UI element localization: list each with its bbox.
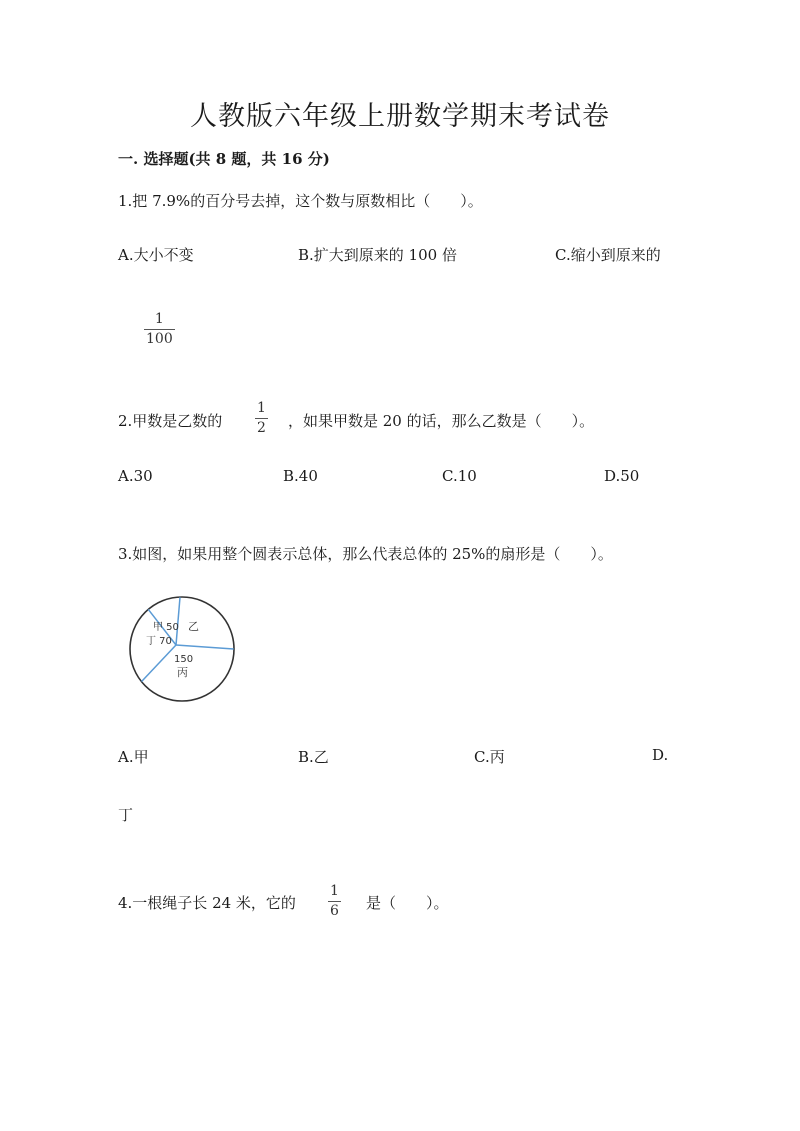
pie-diagram bbox=[124, 596, 240, 702]
sector-value-bing: 150 bbox=[174, 654, 194, 665]
q3-option-a: A.甲 bbox=[118, 748, 149, 766]
q2-option-c: C.10 bbox=[442, 467, 477, 485]
q4-fraction bbox=[328, 884, 341, 918]
q3-option-b: B.乙 bbox=[298, 748, 329, 766]
q1-option-b: B.扩大到原来的 100 倍 bbox=[298, 246, 457, 264]
q3-option-d-wrapped: 丁 bbox=[118, 806, 134, 824]
question-2-prefix: 2.甲数是乙数的 bbox=[118, 412, 223, 430]
question-1: 1.把 7.9%的百分号去掉，这个数与原数相比（ ）。 bbox=[118, 192, 483, 210]
sector-label-jia: 甲 50 bbox=[153, 622, 179, 633]
fraction-numerator: 1 bbox=[154, 311, 164, 327]
fraction-numerator: 1 bbox=[330, 883, 339, 899]
fraction-denominator: 2 bbox=[257, 419, 266, 436]
fraction-denominator: 6 bbox=[330, 902, 339, 919]
pie-divider-3 bbox=[142, 645, 176, 682]
q3-option-d: D. bbox=[652, 746, 669, 764]
question-2-suffix: ，如果甲数是 20 的话，那么乙数是（ ）。 bbox=[288, 412, 595, 430]
question-4-prefix: 4.一根绳子长 24 米，它的 bbox=[118, 894, 296, 912]
q2-fraction bbox=[255, 401, 268, 435]
fraction-bar bbox=[328, 901, 341, 902]
q3-option-c: C.丙 bbox=[474, 748, 505, 766]
pie-circle bbox=[130, 597, 234, 701]
question-3: 3.如图，如果用整个圆表示总体，那么代表总体的 25%的扇形是（ ）。 bbox=[118, 545, 613, 563]
pie-divider-2 bbox=[176, 645, 234, 649]
question-4-suffix: 是（ ）。 bbox=[366, 894, 449, 912]
fraction-numerator: 1 bbox=[257, 400, 266, 416]
q1-option-a: A.大小不变 bbox=[118, 246, 194, 264]
sector-label-bing: 丙 bbox=[177, 666, 188, 679]
q2-option-d: D.50 bbox=[604, 467, 640, 485]
fraction-bar bbox=[255, 418, 268, 419]
sector-label-ding: 丁 70 bbox=[146, 636, 172, 647]
sector-label-yi: 乙 bbox=[188, 620, 199, 633]
q1-option-c: C.缩小到原来的 bbox=[555, 246, 661, 264]
q2-option-b: B.40 bbox=[283, 467, 318, 485]
fraction-bar bbox=[144, 329, 175, 330]
q1-option-c-fraction bbox=[144, 312, 175, 346]
page-title: 人教版六年级上册数学期末考试卷 bbox=[190, 101, 610, 132]
q2-option-a: A.30 bbox=[118, 467, 153, 485]
fraction-denominator: 100 bbox=[146, 330, 173, 347]
section-heading: 一. 选择题(共 8 题，共 16 分) bbox=[118, 150, 330, 168]
